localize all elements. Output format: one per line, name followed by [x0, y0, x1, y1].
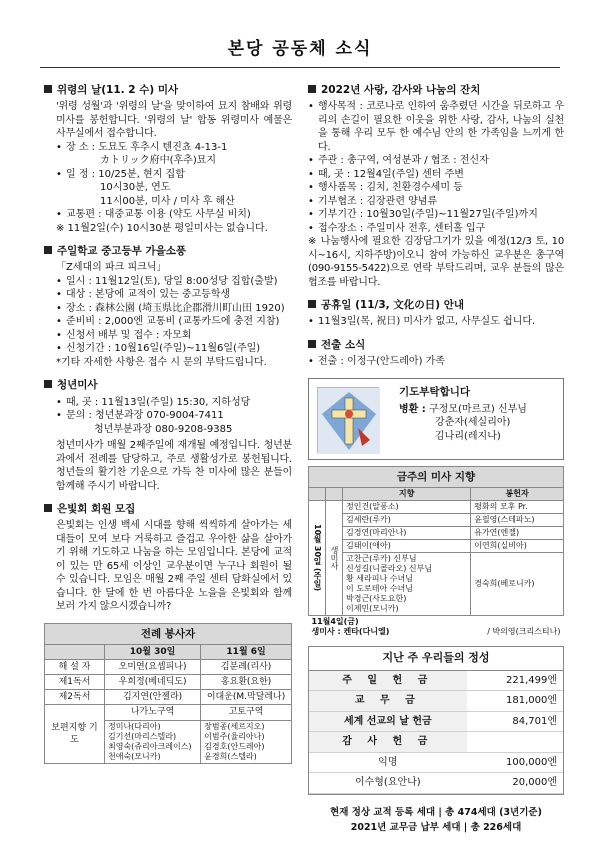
header-empty	[309, 487, 326, 500]
finance-label: 감 사 헌 금	[309, 732, 467, 753]
servers-table-block	[44, 623, 292, 764]
table-row	[309, 773, 563, 794]
transport-line: • 교통편 : 대중교통 이용 (약도 사무실 비치)	[56, 208, 292, 222]
list-item: • 때, 곳 : 11월13일(주일) 15:30, 지하성당	[56, 396, 292, 410]
name-line: 천애숙(모니카)	[108, 751, 161, 761]
prayer-label: 병환 :	[399, 403, 426, 415]
list-item: • 전출 : 이정구(안드레아) 가족	[308, 355, 564, 369]
finance-label: 이수형(요안나)	[309, 773, 467, 794]
section-holiday	[308, 298, 564, 329]
section-youth-mass	[44, 378, 292, 493]
section-title: 은빛회 회원 모집	[57, 503, 136, 516]
offer-cell: 유가연(엔젤)	[471, 526, 564, 539]
section-subtitle: 「Z세대의 파크 피크닉」	[56, 262, 167, 274]
contact-line-2: 청년부분과장 080-9208-9385	[94, 423, 233, 435]
intent-line: 이 도로테아 수녀님	[346, 583, 413, 593]
intent-line: 고찬근(루카) 신부님	[346, 553, 417, 563]
left-column	[44, 83, 292, 764]
name-cell: 홍요환(요한)	[201, 675, 292, 690]
list-item: • 11월3일(목, 祝日) 미사가 없고, 사무실도 쉽니다.	[308, 315, 564, 329]
section-body: '위령 성월'과 '위령의 날'을 맞이하여 묘지 참배와 위령미사를 봉헌합니다. '위령의 날' 합동 위령미사 예물은 사무실에서 접수합니다.	[56, 101, 292, 140]
header-date-1: 10월 30일	[105, 644, 201, 659]
place-cont: カトリック府中(후추)묘지	[100, 155, 217, 167]
section-sharing-festival	[308, 83, 564, 289]
finance-value: 221,499엔	[467, 671, 563, 691]
section-heading	[44, 244, 292, 258]
finance-label: 주 일 헌 금	[309, 671, 467, 691]
section-body: 청년미사가 매월 2째주일에 재개될 예정입니다. 청년분과에서 전례를 담당하고, 주로 생활성가로 봉헌됩니다. 청년들의 활기찬 기운으로 가득 찬 미사에 많은 분들이 함께해 주시기 바랍니다.	[56, 440, 292, 492]
section-title: 공휴일 (11/3, 文化の日) 안내	[321, 299, 465, 312]
list-item: • 행사품목 : 김치, 친환경수세미 등	[308, 181, 564, 195]
list-item: • 신청서 배부 및 접수 : 자모회	[56, 329, 292, 343]
prayer-names-a	[105, 720, 201, 763]
table-row	[309, 615, 564, 638]
section-title: 위령의 날(11. 2 수) 미사	[57, 84, 179, 96]
offer-cell: 이연희(실비아)	[471, 539, 564, 552]
name-line: 장범종(세르지오)	[204, 721, 265, 731]
intent-multi-cell	[343, 552, 471, 615]
note-line: ※ 나눔행사에 필요한 김장담그기가 있을 예정(12/3 토, 10시~16시, 지하주방)이오니 참여 가능하신 교우분은 총구역(090-9155-5422)으로 연락 부탁드리며, 교우 분들의 많은 협조를 바랍니다.	[308, 236, 564, 288]
name-cell: 이대운(M.막달레나)	[201, 690, 292, 705]
name-cell: 우희정(베네딕도)	[105, 675, 201, 690]
list-item: • 준비비 : 2,000엔 교통비 (교통카드에 충전 지참)	[56, 315, 292, 329]
offer-cell: 경숙희(베로니카)	[471, 552, 564, 615]
table-row	[309, 539, 564, 552]
offer-cell: 평화의 모후 Pr.	[471, 500, 564, 513]
finance-value: 181,000엔	[467, 691, 563, 712]
section-body: 은빛회는 인생 백세 시대를 향해 씩씩하게 살아가는 세대들이 모여 보다 거룩하고 즐겁고 우아한 삶을 살아가기 위해 기도하고 나눔을 하는 모임입니다. 본당에 교적이 있는 만 65세 이상인 교우분이면 누구나 회원이 될 수 있습니다. 모임은 매월 2째 주일 센터 담화실에서 있습니다. 한 달에 한 번 아름다운 노을을 은빛회와 함께 보러 가지 않으시겠습니까?	[56, 520, 292, 613]
table-row	[309, 691, 563, 712]
intent-line: 황 세라피나 수녀님	[346, 573, 413, 583]
intent-cell: 김세란(루카)	[343, 513, 471, 526]
section-memorial-mass	[44, 83, 292, 235]
mass-intention-block	[308, 466, 564, 638]
list-item: • 신청기간 : 10월16일(주일)~11월6일(주일)	[56, 342, 292, 356]
mass-intention-table	[308, 487, 564, 638]
intent-line: 신성길(니콜라오) 신부님	[346, 563, 433, 573]
section-heading	[44, 83, 292, 97]
header-intent: 지향	[343, 487, 471, 500]
name-line: 정미나(다리아)	[108, 721, 161, 731]
mass-intention-title: 금주의 미사 지향	[308, 466, 564, 487]
group-cell: 고토구역	[201, 705, 292, 720]
title-bar	[40, 28, 560, 68]
schedule-line-3: 11시00분, 미사 / 미사 후 해산	[100, 195, 235, 207]
list-item: • 접수장소 : 주일미사 전후, 센터홀 입구	[308, 222, 564, 236]
section-silver-club	[44, 502, 292, 614]
page-title: 본당 공동체 소식	[227, 39, 373, 59]
finance-value: 20,000엔	[467, 773, 563, 794]
table-row	[309, 526, 564, 539]
list-item: • 기부협조 : 김장관련 양념류	[308, 195, 564, 209]
section-heading	[44, 502, 292, 516]
intent-line: 박경근(사도요한)	[346, 593, 407, 603]
header-offer: 봉헌자	[471, 487, 564, 500]
friday-intent: 생미사 : 켄타(다니엘)	[311, 626, 390, 636]
section-heading	[308, 298, 564, 312]
schedule-line: • 일 정 : 10/25분, 현지 집합	[56, 168, 292, 182]
friday-date: 11월4일(금)	[311, 616, 359, 626]
header-date-2: 11월 6일	[201, 644, 292, 659]
finance-value	[467, 732, 563, 753]
section-heading	[44, 378, 292, 392]
list-item: • 기부기간 : 10월30일(주일)~11월27일(주일)까지	[308, 208, 564, 222]
name-line: 이범주(율리아나)	[204, 731, 265, 741]
list-item: • 때, 곳 : 12월4일(주일) 센터 주변	[308, 168, 564, 182]
prayer-name: 김나리(레지나)	[435, 430, 501, 442]
table-row	[45, 675, 292, 690]
place-line: • 장 소 : 도묘도 후추시 텐진쵸 4-13-1	[56, 141, 292, 155]
type-cell: 생미사	[326, 500, 343, 615]
finance-value: 84,701엔	[467, 711, 563, 732]
stained-glass-cross-icon	[317, 387, 379, 453]
schedule-line-2: 10시30분, 연도	[100, 182, 171, 194]
table-row	[45, 690, 292, 705]
list-item: • 장소 : 森林公園 (埼玉県比企郡滑川町山田 1920)	[56, 302, 292, 316]
summary-line: 2021년 교무금 납부 세대 | 총 226세대	[350, 821, 522, 833]
role-cell: 보편지향 기 도	[45, 705, 105, 763]
intent-cell: 김경연(마리안나)	[343, 526, 471, 539]
section-title: 청년미사	[57, 379, 98, 392]
intent-line: 이제민(모니카)	[346, 603, 399, 613]
table-row	[309, 513, 564, 526]
name-cell: 김지연(안젤라)	[105, 690, 201, 705]
note-line: ※ 11월2일(수) 10시30분 평일미사는 없습니다.	[56, 222, 268, 234]
finance-label: 세계 선교의 날 헌금	[309, 711, 467, 732]
table-row	[309, 752, 563, 773]
name-line: 최영숙(쥬리아크레이스)	[108, 741, 192, 751]
section-heading	[308, 338, 564, 352]
list-item: • 대상 : 본당에 교적이 있는 중고등학생	[56, 288, 292, 302]
servers-table-title: 전례 봉사자	[44, 623, 292, 644]
name-cell: 김분례(리사)	[201, 660, 292, 675]
table-row	[309, 711, 563, 732]
header-empty	[326, 487, 343, 500]
name-line: 윤경희(스텔라)	[204, 751, 257, 761]
list-item: • 일시 : 11월12일(토), 당일 8:00성당 집합(출발)	[56, 275, 292, 289]
date-cell: 10월 30일 (주일)	[309, 500, 326, 615]
prayer-name: 구정모(마르코) 신부님	[429, 403, 527, 415]
table-row	[309, 500, 564, 513]
intent-cell: 김태이(애아)	[343, 539, 471, 552]
name-line: 김기선(마리스텔라)	[108, 731, 177, 741]
list-item: • 행사목적 : 코로나로 인하여 움추렸던 시간을 뒤로하고 우리의 손길이 필요한 이웃을 위한 사랑, 감사, 나눔의 실천을 통해 우리 모두 한 예수님 안의 한 가족임을 느끼게 한다.	[308, 100, 564, 154]
prayer-names-b	[201, 720, 292, 763]
finance-label: 교 무 금	[309, 691, 467, 712]
role-cell: 해 설 자	[45, 660, 105, 675]
finance-table	[309, 671, 563, 794]
role-cell: 제2독서	[45, 690, 105, 705]
summary-line: 현재 정상 교적 등록 세대 | 총 474세대 (3년기준)	[330, 806, 542, 818]
section-picnic	[44, 244, 292, 369]
intent-cell: 정인건(알퐁소)	[343, 500, 471, 513]
name-line: 김경호(안드레아)	[204, 741, 265, 751]
table-row	[45, 660, 292, 675]
table-row	[45, 705, 292, 720]
friday-offer: / 박의영(크리스티나)	[487, 626, 561, 636]
header-empty	[45, 644, 105, 659]
section-title: 전출 소식	[321, 338, 366, 351]
finance-block	[308, 646, 564, 835]
group-cell: 나가노구역	[105, 705, 201, 720]
table-row	[309, 552, 564, 615]
prayer-name: 강춘자(세실리아)	[435, 417, 511, 429]
section-transfer	[308, 338, 564, 369]
section-title: 2022년 사랑, 감사와 나눔의 잔치	[321, 84, 481, 96]
section-heading	[308, 83, 564, 97]
note-line: *기타 자세한 사항은 접수 시 문의 부탁드립니다.	[56, 356, 267, 368]
table-row	[309, 671, 563, 691]
name-cell: 오미연(요셉피나)	[105, 660, 201, 675]
role-cell: 제1독서	[45, 675, 105, 690]
servers-table	[44, 644, 292, 764]
list-item: • 문의 : 청년분과장 070-9004-7411	[56, 409, 292, 423]
list-item: • 주관 : 총구역, 여성분과 / 협조 : 전신자	[308, 154, 564, 168]
prayer-body	[399, 403, 527, 444]
friday-cell	[309, 615, 564, 638]
table-row	[309, 732, 563, 753]
finance-value: 100,000엔	[467, 752, 563, 773]
prayer-request-box	[308, 378, 564, 460]
registration-summary	[308, 805, 564, 835]
section-title: 주일학교 중고등부 가을소풍	[57, 245, 187, 258]
prayer-title: 기도부탁합니다	[399, 385, 471, 398]
offer-cell: 윤필영(스테파노)	[471, 513, 564, 526]
right-column	[308, 83, 564, 835]
finance-title: 지난 주 우리들의 정성	[308, 646, 564, 671]
finance-label: 익명	[309, 752, 467, 773]
